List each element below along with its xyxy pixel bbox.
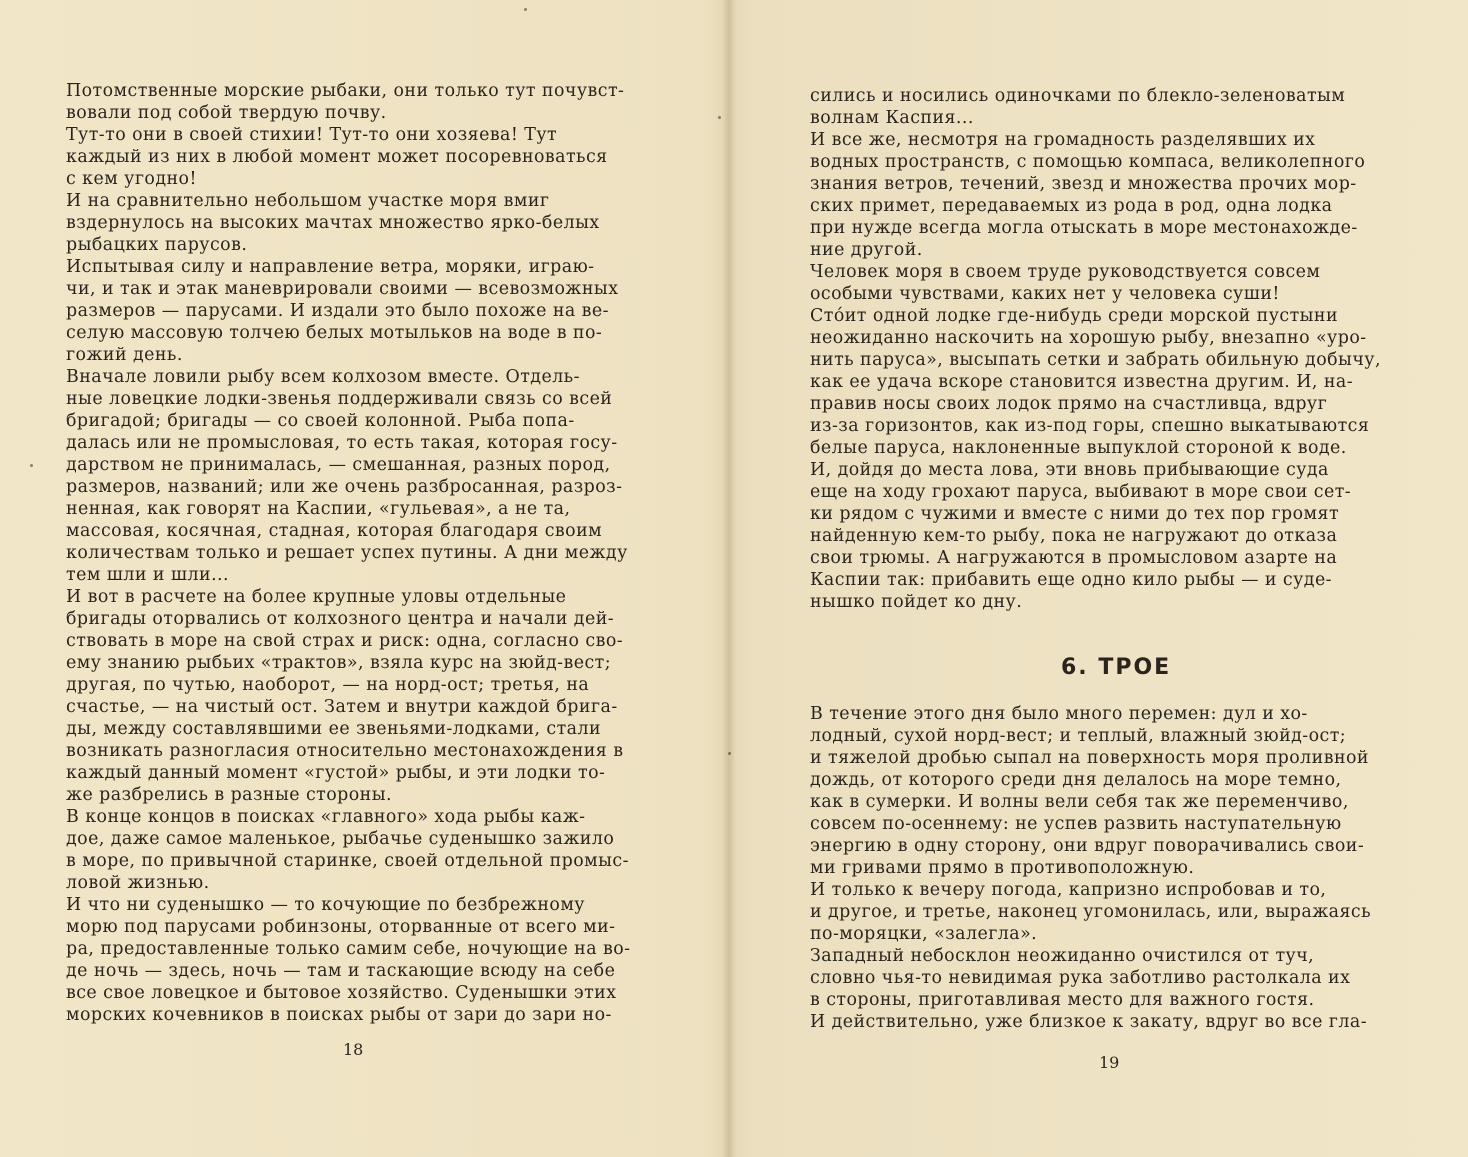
text-line: Испытывая силу и направление ветра, моряки, играю- [66, 257, 595, 277]
text-line: как в сумерки. И волны вели себя так же переменчиво, [810, 792, 1349, 812]
paper-speck [728, 752, 731, 755]
text-line: знания ветров, течений, звезд и множества прочих мор- [810, 174, 1357, 194]
text-line: Вначале ловили рыбу всем колхозом вместе. Отдель- [66, 367, 580, 387]
text-line: в море, по привычной старинке, своей отдельной промыс- [66, 851, 629, 871]
text-line: морю под парусами робинзоны, оторванные от всего ми- [66, 917, 616, 937]
text-line: далась или не промысловая, то есть такая, которая госу- [66, 433, 618, 453]
text-line: нить паруса», высыпать сетки и забрать обильную добычу, [810, 350, 1381, 370]
text-line: белые паруса, наклоненные выпуклой стороной к воде. [810, 438, 1347, 458]
text-line: ра, предоставленные только самим себе, ночующие на во- [66, 939, 631, 959]
text-line: вздернулось на высоких мачтах множество ярко-белых [66, 213, 600, 233]
text-line: размеров, названий; или же очень разбросанная, разроз- [66, 477, 623, 497]
paper-speck [718, 116, 721, 119]
text-line: волнам Каспия... [810, 108, 974, 128]
text-line: Западный небосклон неожиданно очистился от туч, [810, 946, 1315, 966]
page-number: 19 [1099, 1053, 1120, 1072]
text-line: Тут-то они в своей стихии! Тут-то они хозяева! Тут [66, 125, 558, 145]
text-line: де ночь — здесь, ночь — там и таскающие всюду на себе [66, 961, 616, 981]
text-line: ненная, как говорят на Каспии, «гульевая», а не та, [66, 499, 571, 519]
text-line: дарством не принималась, — смешанная, разных пород, [66, 455, 611, 475]
text-line: сились и носились одиночками по блекло-зеленоватым [810, 86, 1346, 106]
text-line: возникать разногласия относительно местонахождения в [66, 741, 624, 761]
text-line: словно чья-то невидимая рука заботливо растолкала их [810, 968, 1351, 988]
text-line: ки рядом с чужими и вместе с ними до тех пор громят [810, 504, 1340, 524]
paper-speck [30, 464, 33, 467]
text-line: И все же, несмотря на громадность разделявших их [810, 130, 1316, 150]
text-line: количествам только и решает успех путины. А дни между [66, 543, 628, 563]
text-line: Человек моря в своем труде руководствуется совсем [810, 262, 1321, 282]
text-line: ствовать в море на свой страх и риск: одна, согласно сво- [66, 631, 624, 651]
text-line: ему знанию рыбьих «трактов», взяла курс на зюйд-вест; [66, 653, 612, 673]
text-line: другая, по чутью, наоборот, — на норд-ост; третья, на [66, 675, 590, 695]
text-line: водных пространств, с помощью компаса, великолепного [810, 152, 1366, 172]
text-line: вовали под собой твердую почву. [66, 103, 387, 123]
text-line: же разбрелись в разные стороны. [66, 785, 392, 805]
paper-speck [524, 8, 527, 11]
left-page [0, 0, 722, 1157]
text-line: В течение этого дня было много перемен: дул и хо- [810, 704, 1308, 724]
text-line: из-за горизонтов, как из-под горы, спешно выкатываются [810, 416, 1370, 436]
text-line: Потомственные морские рыбаки, они только тут почувст- [66, 81, 625, 101]
text-line: рыбацких парусов. [66, 235, 248, 255]
text-line: в стороны, приготавливая место для важного гостя. [810, 990, 1315, 1010]
text-line: И что ни суденышко — то кочующие по безбрежному [66, 895, 585, 915]
text-line: И вот в расчете на более крупные уловы отдельные [66, 587, 567, 607]
text-line: по-моряцки, «залегла». [810, 924, 1038, 944]
text-line: морских кочевников в поисках рыбы от зари до зари но- [66, 1005, 612, 1025]
text-line: с кем угодно! [66, 169, 197, 189]
text-line: селую массовую толчею белых мотыльков на воде в по- [66, 323, 603, 343]
page-number: 18 [343, 1040, 364, 1059]
text-line: при нужде всегда могла отыскать в море местонахожде- [810, 218, 1358, 238]
text-line: И только к вечеру погода, капризно испробовав и то, [810, 880, 1327, 900]
text-line: как ее удача вскоре становится известна другим. И, на- [810, 372, 1354, 392]
text-line: ских примет, передаваемых из рода в род, одна лодка [810, 196, 1333, 216]
text-line: свои трюмы. А нагружаются в промысловом азарте на [810, 548, 1338, 568]
text-line: все свое ловецкое и бытовое хозяйство. Суденышки этих [66, 983, 617, 1003]
text-line: еще на ходу грохают паруса, выбивают в море свои сет- [810, 482, 1352, 502]
text-line: дое, даже самое маленькое, рыбачье суденышко зажило [66, 829, 615, 849]
text-line: правив носы своих лодок прямо на счастливца, вдруг [810, 394, 1328, 414]
text-line: особыми чувствами, каких нет у человека суши! [810, 284, 1280, 304]
text-line: ние другой. [810, 240, 923, 260]
text-line: дождь, от которого среди дня делалось на море темно, [810, 770, 1342, 790]
text-line: и другое, и третье, наконец угомонилась, или, выражаясь [810, 902, 1371, 922]
text-line: совсем по-осеннему: не успев развить наступательную [810, 814, 1342, 834]
chapter-title: 6. ТРОЕ [1061, 655, 1172, 680]
text-line: ные ловецкие лодки-звенья поддерживали связь со всей [66, 389, 613, 409]
text-line: гожий день. [66, 345, 183, 365]
text-line: ды, между составлявшими ее звеньями-лодками, стали [66, 719, 602, 739]
text-line: тем шли и шли... [66, 565, 230, 585]
text-line: ми гривами прямо в противоположную. [810, 858, 1195, 878]
text-line: И действительно, уже близкое к закату, вдруг во все гла- [810, 1012, 1368, 1032]
text-line: бригадой; бригады — со своей колонной. Рыба попа- [66, 411, 575, 431]
text-line: неожиданно наскочить на хорошую рыбу, внезапно «уро- [810, 328, 1367, 348]
text-line: каждый данный момент «густой» рыбы, и эти лодки то- [66, 763, 606, 783]
text-line: В конце концов в поисках «главного» хода рыбы каж- [66, 807, 586, 827]
book-gutter [722, 0, 736, 1157]
text-line: И на сравнительно небольшом участке моря вмиг [66, 191, 550, 211]
text-line: ловой жизнью. [66, 873, 210, 893]
text-line: чи, и так и этак маневрировали своими — всевозможных [66, 279, 619, 299]
text-line: каждый из них в любой момент может посоревноваться [66, 147, 608, 167]
text-line: бригады оторвались от колхозного центра и начали дей- [66, 609, 615, 629]
text-line: найденную кем-то рыбу, пока не нагружают до отказа [810, 526, 1338, 546]
text-line: размеров — парусами. И издали это было похоже на ве- [66, 301, 609, 321]
right-page [736, 0, 1468, 1157]
text-line: массовая, косячная, стадная, которая благодаря своим [66, 521, 603, 541]
text-line: энергию в одну сторону, они вдруг поворачивались свои- [810, 836, 1365, 856]
text-line: Сто́ит одной лодке где-нибудь среди морской пустыни [810, 306, 1339, 326]
text-line: Каспии так: прибавить еще одно кило рыбы — и суде- [810, 570, 1333, 590]
text-line: И, дойдя до места лова, эти вновь прибывающие суда [810, 460, 1329, 480]
text-line: лодный, сухой норд-вест; и теплый, влажный зюйд-ост; [810, 726, 1347, 746]
text-line: счастье, — на чистый ост. Затем и внутри каждой брига- [66, 697, 618, 717]
text-line: и тяжелой дробью сыпал на поверхность моря проливной [810, 748, 1369, 768]
text-line: нышко пойдет ко дну. [810, 592, 1023, 612]
